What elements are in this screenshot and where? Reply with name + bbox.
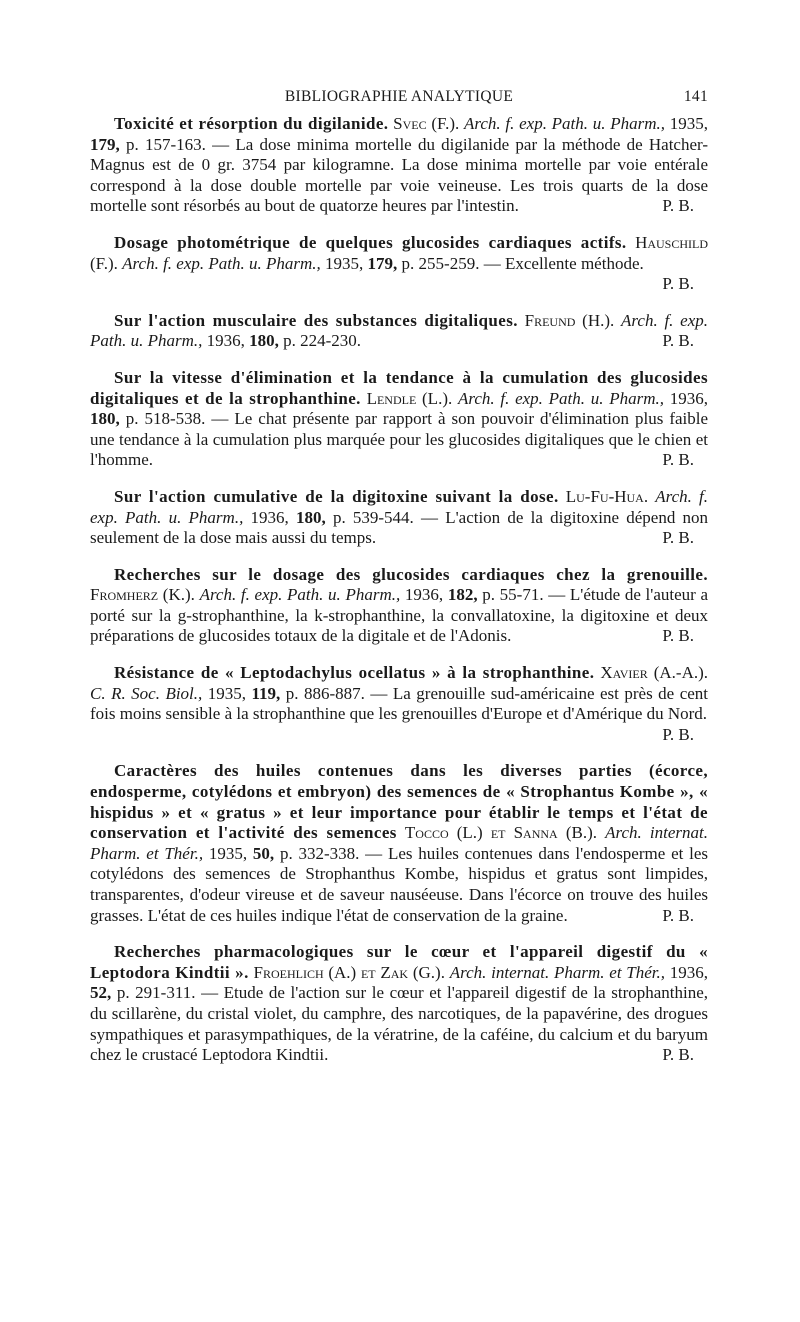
- entry-paragraph: [90, 311, 708, 352]
- entry-volume: 52,: [90, 983, 112, 1003]
- entry-title: Sur l'action cumulative de la digitoxine suivant la dose.: [114, 486, 559, 506]
- entry-volume: 180,: [295, 507, 326, 527]
- entry-pages: p. 886-887.: [285, 683, 365, 703]
- bibliography-entry: [90, 761, 708, 926]
- entry-journal: Arch. f. exp. Path. u. Pharm.,: [199, 585, 401, 605]
- entry-journal: Arch. internat. Pharm. et Thér.,: [90, 823, 709, 863]
- entry-signature: P. B.: [662, 626, 694, 646]
- entry-author: Tocco (L.) et Sanna (B.).: [404, 823, 598, 843]
- entry-volume: 182,: [447, 585, 478, 605]
- page-number: 141: [683, 88, 708, 105]
- entry-year: 1936,: [404, 585, 444, 605]
- bibliography-entry: [90, 487, 708, 549]
- entry-pages: p. 291-311.: [116, 983, 196, 1003]
- entry-paragraph: [90, 565, 708, 647]
- entry-signature: P. B.: [662, 450, 694, 470]
- entry-title: Toxicité et résorption du digilanide.: [114, 114, 389, 133]
- entry-abstract: — Excellente méthode.: [483, 253, 644, 273]
- bibliography-entry: [90, 311, 708, 352]
- bibliography-entries: [90, 114, 708, 1066]
- entry-abstract: — Le chat présente par rapport à son pouvoir d'élimination plus faible une tendance à la cumulation plus marquée pour les glucosides digitaliques que le chien et l'homme.: [90, 409, 709, 470]
- entry-pages: p. 224-230.: [283, 331, 362, 351]
- entry-author: Hauschild (F.).: [90, 232, 709, 273]
- bibliography-entry: [90, 368, 708, 471]
- entry-paragraph: [90, 368, 708, 471]
- entry-author: Lu-Fu-Hua.: [565, 486, 649, 506]
- entry-abstract: — L'étude de l'auteur a porté sur la g-strophanthine, la k-strophanthine, la convallatoxine, la digitoxine et deux préparations de glucosides totaux de la digitale et de l'Adonis.: [90, 585, 709, 646]
- entry-year: 1936,: [206, 331, 245, 351]
- entry-signature: P. B.: [662, 196, 694, 216]
- entry-author: Freund (H.).: [524, 310, 615, 330]
- entry-pages: p. 55-71.: [482, 585, 544, 605]
- bibliography-entry: [90, 565, 708, 647]
- entry-author: Froehlich (A.) et Zak (G.).: [253, 962, 445, 982]
- running-header: [90, 88, 708, 114]
- entry-abstract: — L'action de la digitoxine dépend non seulement de la dose mais aussi du temps.: [90, 507, 709, 548]
- entry-title: Caractères des huiles contenues dans les diverses parties (écorce, endosperme, cotylédons et embryon) des semences de « Strophantus Kombe », « hispidus » et « gratus » et leur importance pour établir le temps et l'état de conservation et l'activité des semences: [90, 761, 708, 843]
- entry-title: Recherches sur le dosage des glucosides cardiaques chez la grenouille.: [114, 564, 708, 584]
- entry-paragraph: [90, 761, 708, 926]
- entry-paragraph: [90, 114, 708, 217]
- entry-volume: 180,: [249, 331, 279, 351]
- entry-signature: P. B.: [662, 331, 694, 351]
- entry-author: Lendle (L.).: [366, 388, 453, 408]
- entry-pages: p. 255-259.: [401, 253, 480, 273]
- entry-abstract: — La grenouille sud-américaine est près de cent fois moins sensible à la strophanthine que les grenouilles d'Europe et d'Amérique du Nord.: [90, 683, 709, 724]
- entry-abstract: — Etude de l'action sur le cœur et l'appareil digestif de la strophanthine, du scillarène, du cristal violet, du camphre, des narcotiques, de la papavérine, des drogues sympathiques et parasympathiques, de la vératrine, de la caféine, du calcium et du baryum chez le crustacé Leptodora Kindtii.: [90, 983, 709, 1065]
- entry-paragraph: [90, 942, 708, 1066]
- entry-volume: 180,: [90, 409, 120, 429]
- entry-pages: p. 518-538.: [125, 409, 206, 429]
- entry-journal: Arch. internat. Pharm. et Thér.,: [449, 962, 666, 982]
- entry-journal: Arch. f. exp. Path. u. Pharm.,: [457, 388, 665, 408]
- entry-journal: Arch. f. exp. Path. u. Pharm.,: [122, 253, 321, 273]
- entry-title: Résistance de « Leptodachylus ocellatus » à la strophanthine.: [114, 663, 595, 683]
- entry-title: Recherches pharmacologiques sur le cœur et l'appareil digestif du « Leptodora Kindtii ».: [90, 942, 708, 982]
- bibliography-entry: [90, 114, 708, 217]
- entry-year: 1936,: [669, 962, 709, 982]
- entry-author: Xavier (A.-A.).: [600, 663, 709, 683]
- entry-title: Sur l'action musculaire des substances digitaliques.: [114, 310, 518, 330]
- entry-signature: P. B.: [662, 1045, 694, 1065]
- entry-journal: Arch. f. exp. Path. u. Pharm.,: [90, 486, 709, 527]
- entry-journal: C. R. Soc. Biol.,: [90, 683, 203, 703]
- entry-pages: p. 332-338.: [279, 843, 360, 863]
- entry-journal: Arch. f. exp. Path. u. Pharm.,: [90, 310, 709, 351]
- entry-year: 1935,: [207, 683, 247, 703]
- entry-signature: P. B.: [662, 274, 694, 294]
- entry-volume: 50,: [252, 843, 275, 863]
- entry-volume: 179,: [90, 134, 120, 154]
- entry-journal: Arch. f. exp. Path. u. Pharm.,: [464, 114, 666, 133]
- entry-paragraph: [90, 663, 708, 745]
- running-title: BIBLIOGRAPHIE ANALYTIQUE: [284, 88, 514, 105]
- bibliography-entry: [90, 233, 708, 295]
- entry-year: 1936,: [250, 507, 289, 527]
- entry-title: Sur la vitesse d'élimination et la tendance à la cumulation des glucosides digitaliques et de la strophanthine.: [90, 367, 708, 408]
- entry-year: 1935,: [669, 114, 709, 133]
- entry-abstract: — Les huiles contenues dans l'endosperme et les cotylédons des semences de Strophanthus Kombe, hispidus et gratus sont limpides, transparentes, d'odeur vireuse et de saveur nauséeuse. Dans l'écorce on trouve des huiles grasses. L'état de ces huiles indique l'état de conservation de la graine.: [90, 843, 708, 925]
- entry-year: 1935,: [208, 843, 248, 863]
- entry-paragraph: [90, 487, 708, 549]
- entry-signature: P. B.: [662, 724, 694, 744]
- entry-signature: P. B.: [662, 528, 694, 548]
- entry-year: 1936,: [669, 388, 709, 408]
- entry-paragraph: [90, 233, 708, 295]
- entry-title: Dosage photométrique de quelques glucosides cardiaques actifs.: [114, 232, 627, 252]
- entry-volume: 119,: [251, 683, 281, 703]
- entry-author: Svec (F.).: [393, 114, 460, 133]
- entry-author: Fromherz (K.).: [90, 585, 195, 605]
- page: [90, 88, 708, 1066]
- bibliography-entry: [90, 663, 708, 745]
- entry-abstract: — La dose minima mortelle du digilanide par la méthode de Hatcher-Magnus est de 0 gr. 3754 par kilogramne. La dose minima mortelle par voie entérale correspond à la dose double mortelle par voie veineuse. Les trois quarts de la dose mortelle sont résorbés au bout de quatorze heures par l'intestin.: [90, 134, 708, 216]
- entry-signature: P. B.: [662, 905, 694, 925]
- entry-pages: p. 157-163.: [125, 134, 206, 154]
- entry-volume: 179,: [367, 253, 398, 273]
- entry-pages: p. 539-544.: [332, 507, 414, 527]
- bibliography-entry: [90, 942, 708, 1066]
- entry-year: 1935,: [325, 253, 364, 273]
